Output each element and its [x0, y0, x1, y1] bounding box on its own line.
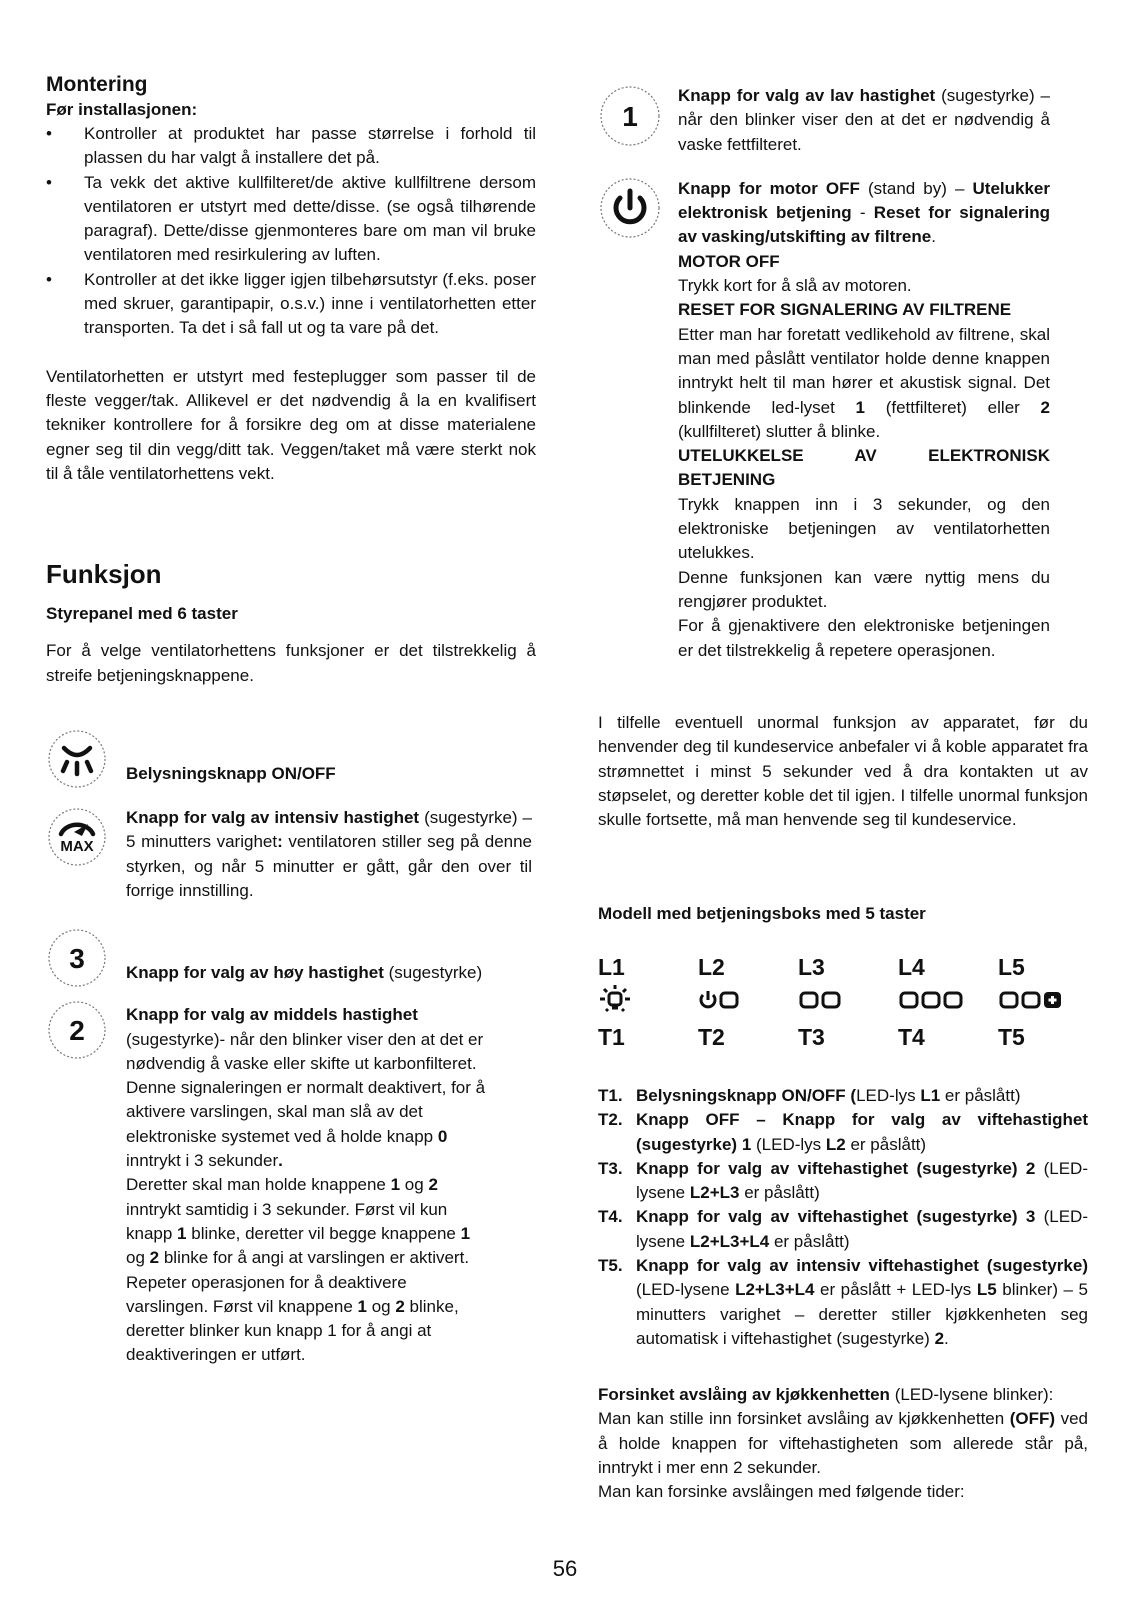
intensive-speed-icon: [998, 982, 1098, 1018]
speed-3-icon: [46, 927, 108, 989]
key-label: T4: [898, 1024, 925, 1050]
led-label: L2: [698, 954, 725, 980]
led-label: L4: [898, 954, 925, 980]
speed2-line: aktivere varslingen, skal man slå av det: [126, 1102, 423, 1122]
delay-last-line: Man kan forsinke avslåingen med følgende tider:: [598, 1482, 965, 1502]
list-item: • Kontroller at det ikke ligger igjen tilbehørsutstyr (f.eks. poser med skruer, garantipapir, o.s.v.) inne i ventilatorhetten etter transporten. Ta det i så fall ut og ta vare på det.: [46, 269, 536, 338]
svg-text:MAX: MAX: [60, 838, 94, 856]
light-button-row: [46, 728, 536, 800]
lock-text-2: Denne funksjonen kan være nyttig mens du rengjører produktet.: [678, 567, 1050, 611]
key-description-list: [598, 1084, 1088, 1351]
key-label: T3: [798, 1024, 825, 1050]
speed3-button-row: [46, 927, 536, 991]
key-label: T2: [698, 1024, 725, 1050]
heading-montering: Montering: [46, 73, 148, 96]
speed2-line: inntrykt samtidig i 3 sekunder. Først vil kun: [126, 1199, 448, 1219]
speed2-line: deaktiveringen er utført.: [126, 1345, 306, 1365]
speed2-line: Denne signaleringen er normalt deaktivert, for å: [126, 1078, 486, 1098]
reset-title: RESET FOR SIGNALERING AV FILTRENE: [678, 300, 1012, 320]
speed2-title: Knapp for valg av middels hastighet: [126, 1005, 418, 1025]
speed2-line: inntrykt i 3 sekunder.: [126, 1151, 283, 1171]
list-item: • Ta vekk det aktive kullfilteret/de aktive kullfiltrene dersom ventilatoren er utstyrt med dette/disse. (se også tilhørende paragraf). Dette/disse gjenmonteres bare om man vil bruke ventilatoren med resirkulering av luften.: [46, 172, 536, 265]
list-item: • Kontroller at produktet har passe størrelse i forhold til plassen du har valgt å installere det på.: [46, 124, 536, 168]
speed2-line: deretter blinker kun knapp 1 for å angi at: [126, 1321, 432, 1341]
lock-title: UTELUKKELSE AV ELEKTRONISK BETJENING: [678, 446, 1050, 490]
svg-text:3: 3: [69, 943, 85, 975]
speed2-button-row: [46, 1003, 536, 1367]
control-box-diagram: [598, 952, 1098, 1052]
max-button-row: [46, 806, 536, 903]
svg-text:2: 2: [69, 1015, 85, 1047]
right-top-text: [678, 84, 1050, 663]
light-icon: [46, 728, 108, 790]
speed3-icon: [898, 982, 998, 1018]
power-icon: [598, 176, 662, 240]
left-column: [46, 72, 536, 1368]
list-item: T2. Knapp OFF – Knapp for valg av viftehastighet (sugestyrke) 1 (LED-lys L2 er påslått): [598, 1110, 1088, 1154]
speed2-icon: [798, 982, 898, 1018]
light-button-label: Belysningsknapp ON/OFF: [126, 764, 336, 784]
abnormal-paragraph: I tilfelle eventuell unormal funksjon av apparatet, før du henvender deg til kundeservice anbefaler vi å koble apparatet fra strømnettet i minst 5 sekunder ved å dra kontakten ut av støpselet, og deretter koble det til igjen. I tilfelle unormal funksjon skulle fortsette, må man henvende seg til kundeservice.: [598, 713, 1088, 830]
subheading-before-install: Før installasjonen:: [46, 100, 198, 119]
speed-2-icon: [46, 999, 108, 1061]
light-bulb-icon: [598, 982, 698, 1018]
list-item: T1. Belysningsknapp ON/OFF (LED-lys L1 er påslått): [598, 1086, 1021, 1105]
key-label: T5: [998, 1024, 1025, 1050]
speed2-line: elektroniske systemet ved å holde knapp 0: [126, 1126, 448, 1146]
speed2-line: knapp 1 blinke, deretter vil begge knappene 1: [126, 1223, 471, 1243]
lock-text-3: For å gjenaktivere den elektroniske betjeningen er det tilstrekkelig å repetere operasjonen.: [678, 616, 1050, 660]
list-item: T3. Knapp for valg av viftehastighet (sugestyrke) 2 (LED-lysene L2+L3 er påslått): [598, 1158, 1088, 1203]
reset-text: Etter man har foretatt vedlikehold av filtrene, skal man med påslått ventilator holde denne knappen inntrykt helt til man hører et akustisk signal. Det blinkende led-lyset 1 (fettfilteret) eller 2 (kullfilteret) slutter å blinke.: [678, 324, 1050, 441]
speed2-line: Deretter skal man holde knappene 1 og 2: [126, 1175, 438, 1195]
led-label: L5: [998, 954, 1025, 980]
motor-off-text: Trykk kort for å slå av motoren.: [678, 276, 912, 296]
led-label: L1: [598, 954, 625, 980]
speed2-line: og 2 blinke for å angi at varslingen er aktivert.: [126, 1248, 470, 1268]
motor-off-title: MOTOR OFF: [678, 251, 780, 271]
panel-heading: Styrepanel med 6 taster: [46, 604, 238, 624]
speed3-label: Knapp for valg av høy hastighet (sugestyrke): [126, 963, 483, 983]
speed1-desc: Knapp for valg av lav hastighet (sugestyrke) – når den blinker viser den at det er nødvendig å vaske fettfilteret.: [678, 86, 1050, 154]
led-label: L3: [798, 954, 825, 980]
delay-paragraph: Man kan stille inn forsinket avslåing av kjøkkenhetten (OFF) ved å holde knappen for viftehastigheten som allerede står på, inntrykt i mer enn 2 sekunder.: [598, 1409, 1088, 1477]
delay-section: [598, 1383, 1088, 1504]
delay-heading: Forsinket avslåing av kjøkkenhetten (LED-lysene blinker):: [598, 1385, 1054, 1404]
speed-1-icon: [598, 84, 662, 148]
heading-funksjon: Funksjon: [46, 559, 162, 590]
install-checklist: [46, 122, 536, 341]
svg-text:1: 1: [622, 101, 638, 132]
max-speed-icon: [46, 806, 108, 868]
speed2-line: nødvendig å vaske eller skifte ut karbonfilteret.: [126, 1053, 477, 1073]
speed2-line: (sugestyrke)- når den blinker viser den at det er: [126, 1029, 484, 1049]
page-number: 56: [552, 1556, 578, 1581]
mounting-paragraph: Ventilatorhetten er utstyrt med festeplugger som passer til de fleste vegger/tak. Allikevel er det nødvendig å la en kvalifisert tekniker kontrollere for å forsikre deg om at disse materialene egner seg til din vegg/ditt tak. Veggen/taket må være sterkt nok til å tåle ventilatorhettens vekt.: [46, 366, 536, 483]
speed2-line: Repeter operasjonen for å deaktivere: [126, 1272, 407, 1292]
list-item: T5. Knapp for valg av intensiv viftehastighet (sugestyrke) (LED-lysene L2+L3+L4 er påslått + LED-lys L5 blinker) – 5 minutters varighet – deretter stiller kjøkkenheten seg automatisk i viftehastighet (sugestyrke) 2.: [598, 1256, 1088, 1348]
power-speed1-icon: [698, 982, 798, 1018]
lock-text: Trykk knappen inn i 3 sekunder, og den elektroniske betjeningen av ventilatorhetten utelukkes.: [678, 494, 1050, 563]
panel-intro: For å velge ventilatorhettens funksjoner er det tilstrekkelig å streife betjeningsknappene.: [46, 641, 536, 685]
speed2-line: varslingen. Først vil knappene 1 og 2 blinke,: [126, 1296, 459, 1316]
key-label: T1: [598, 1024, 625, 1050]
off-button-desc: Knapp for motor OFF (stand by) – Utelukker elektronisk betjening - Reset for signalering av vasking/utskifting av filtrene.: [678, 178, 1050, 247]
model-heading: Modell med betjeningsboks med 5 taster: [598, 904, 926, 923]
list-item: T4. Knapp for valg av viftehastighet (sugestyrke) 3 (LED-lysene L2+L3+L4 er påslått): [598, 1207, 1088, 1251]
max-button-desc: Knapp for valg av intensiv hastighet (sugestyrke) – 5 minutters varighet: ventilatoren stiller seg på denne styrken, og når 5 minutter er gått, går den over til forrige innstilling.: [126, 808, 533, 900]
